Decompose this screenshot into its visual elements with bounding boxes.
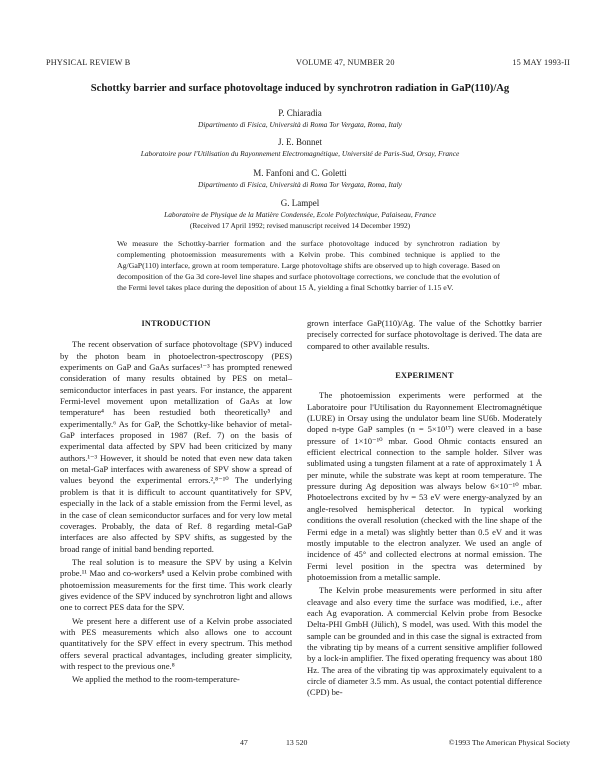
author-bonnet: J. E. Bonnet (278, 137, 322, 147)
intro-paragraph-2: The real solution is to measure the SPV by using a Kelvin probe.¹¹ Mao and co-workers⁸ used a Kelvin probe combined with photoemission measurements for the first time. This work clearly gives evidence of the SPV induced by synchrotron light and allows one to correct PES data for the SPV. (60, 556, 292, 613)
experiment-paragraph-1: The photoemission experiments were performed at the Laboratoire pour l'Utilisation du Rayonnement Electromagnétique (LURE) in Orsay using the undulator beam line SU6b. Moderately doped n-type GaP samples (n = 5×10¹⁷) were cleaved in a base pressure of 1×10⁻¹⁰ mbar. Good Ohmic contacts ensured an efficient electrical connection to the sample holder. Silver was sublimated using a tungsten filament at a rate of approximately 1 Å per minute, while the substrate was kept at room temperature. The pressure during Ag deposition was always below 6×10⁻¹⁰ mbar. Photoelectrons excited by hν = 53 eV were energy-analyzed by an angle-resolved hemispherical detector. In typical working conditions the overall resolution (checked with the line shape of the Fermi edge in a metal) was slightly better than 0.5 eV and it was mostly imputable to the electron analyzer. We used an angle of incidence of 45° and collected electrons at normal emission. The Fermi level position in the spectra was determined by photoemission from a metallic sample. (307, 390, 542, 582)
volume-number: VOLUME 47, NUMBER 20 (296, 58, 395, 67)
affiliation-palaiseau: Laboratoire de Physique de la Matière Condensée, Ecole Polytechnique, Palaiseau, France (164, 210, 436, 219)
page-footer (30, 738, 570, 750)
author-chiaradia: P. Chiaradia (278, 108, 322, 118)
issue-date: 15 MAY 1993-II (512, 58, 570, 67)
author-lampel: G. Lampel (280, 198, 320, 208)
running-header (46, 58, 570, 72)
intro-paragraph-4: We applied the method to the room-temperature- (72, 674, 240, 685)
copyright: ©1993 The American Physical Society (448, 738, 570, 747)
intro-paragraph-3: We present here a different use of a Kelvin probe associated with PES measurements which also allows one to account quantitatively for the SPV effect in every spectrum. This method offers several practical advantages, including greater simplicity, with respect to the previous one.⁸ (60, 615, 292, 671)
affiliation-roma-2: Dipartimento di Fisica, Università di Roma Tor Vergata, Roma, Italy (198, 180, 402, 189)
left-column (60, 318, 292, 686)
intro-paragraph-1: The recent observation of surface photovoltage (SPV) induced by the photon beam in photoelectron-spectroscopy (PES) experiments on GaP and GaAs surfaces¹⁻³ has prompted renewed consideration of many results obtained by PES on metal–semiconductor interfaces in past years. For instance, the apparent Fermi-level movement upon metallization of GaAs at low temperature⁴ has been restudied both theoretically⁵ and experimentally.⁶ As for GaP, the Schottky-like behavior of metal-GaP interfaces proposed in 1987 (Ref. 7) on the basis of experimental data affected by SPV had been criticized by many authors.¹⁻³ However, it should be noted that even new data taken on metal-GaP interfaces with awareness of SPV show a spread of values beyond the experimental errors.²,⁸⁻¹⁰ The underlying problem is that it is difficult to account quantitatively for SPV, especially in the lack of a stable emission from the Fermi level, as in the case of clean semiconductor surfaces and for very low metal coverages. Probably, the data of Ref. 8 regarding metal-GaP interfaces are also affected by SPV shifts, as suggested by the broad range of initial band bending reported. (60, 339, 292, 554)
intro-continued: grown interface GaP(110)/Ag. The value of the Schottky barrier precisely corrected for surface photovoltage is derived. The data are compared to other available results. (307, 318, 542, 351)
journal-name: PHYSICAL REVIEW B (46, 58, 131, 67)
footer-volume: 47 (240, 738, 248, 747)
right-column (307, 318, 542, 699)
footer-page-code: 13 520 (286, 738, 308, 747)
experiment-paragraph-2: The Kelvin probe measurements were performed in situ after cleavage and also every time the surface was modified, i.e., after each Ag evaporation. A commercial Kelvin probe from Besocke Delta-PHI GmbH (Jülich), S model, was used. With this model the sample can be grounded and in this case the signal is extracted from the vibrating tip by means of a current sensitive amplifier followed by a lock-in amplifier. The fixed operating frequency was about 180 Hz. The area of the vibrating tip was approximately equivalent to a circle of diameter 3.5 mm. As usual, the contact potential difference (CPD) be- (307, 585, 542, 698)
experiment-heading: EXPERIMENT (395, 371, 454, 381)
affiliation-roma-1: Dipartimento di Fisica, Università di Roma Tor Vergata, Roma, Italy (198, 120, 402, 129)
paper-title: Schottky barrier and surface photovoltage induced by synchrotron radiation in GaP(110)/Ag (90, 83, 510, 94)
author-fanfoni-goletti: M. Fanfoni and C. Goletti (253, 168, 347, 178)
introduction-heading: INTRODUCTION (141, 319, 211, 328)
received-dates: (Received 17 April 1992; revised manuscript received 14 December 1992) (189, 221, 411, 230)
abstract: We measure the Schottky-barrier formation and the surface photovoltage induced by synchrotron radiation by complementing photoemission measurements with a Kelvin probe. This combined technique is applied to the Ag/GaP(110) interface, grown at room temperature. Large photovoltage shifts are observed up to high coverage. Based on decomposition of the Ga 3d core-level line shapes and surface photovoltage corrections, we conclude that the evolution of the Fermi level takes place during the deposition of about 15 Å, yielding a final Schottky barrier of 1.15 eV. (117, 239, 500, 293)
affiliation-lure: Laboratoire pour l'Utilisation du Rayonnement Electromagnétique, Université de Paris-Sud, Orsay, France (140, 149, 460, 158)
